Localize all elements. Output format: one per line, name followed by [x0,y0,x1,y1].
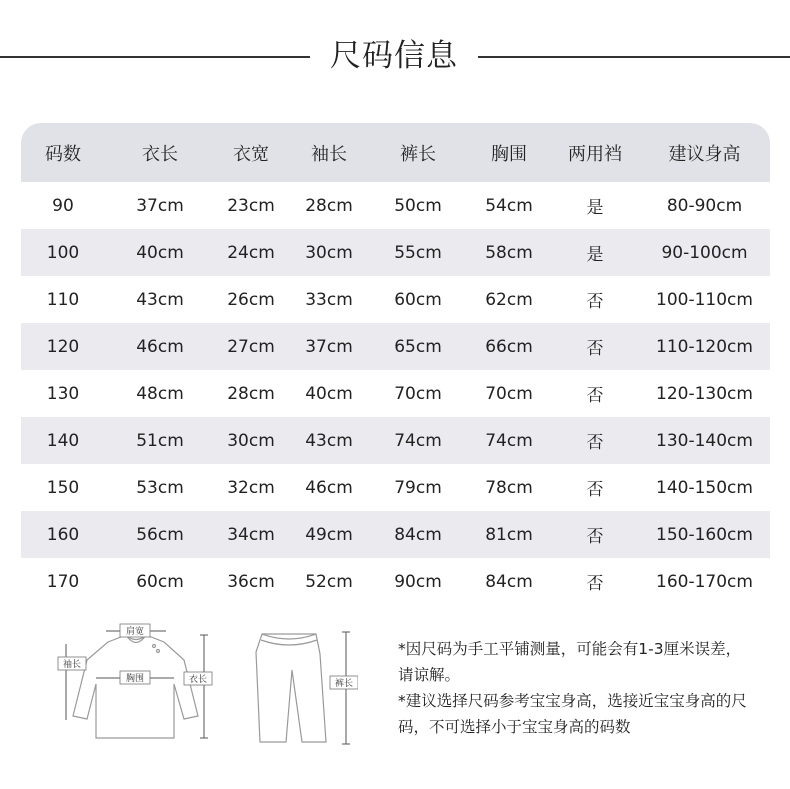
table-cell: 43cm [136,289,184,310]
table-cell: 90 [52,195,74,216]
size-notes [398,636,748,740]
table-cell: 90cm [394,571,442,592]
table-cell: 58cm [485,242,533,263]
table-cell: 74cm [394,430,442,451]
table-cell: 120-130cm [656,383,753,404]
shirt-outline [73,635,198,738]
table-cell: 23cm [227,195,275,216]
table-cell: 32cm [227,477,275,498]
table-cell: 28cm [305,195,353,216]
table-cell: 140 [46,430,80,451]
table-cell: 56cm [136,524,184,545]
table-cell: 150 [46,477,80,498]
table-cell: 51cm [136,430,184,451]
table-cell: 34cm [227,524,275,545]
table-cell: 36cm [227,571,275,592]
table-cell: 43cm [305,430,353,451]
table-cell: 160 [46,524,80,545]
table-cell: 60cm [394,289,442,310]
note-recommendation: *建议选择尺码参考宝宝身高，选接近宝宝身高的尺码，不可选择小于宝宝身高的码数 [398,692,747,736]
sleeve-label: 袖长 [62,660,82,670]
table-cell: 84cm [485,571,533,592]
table-cell: 62cm [485,289,533,310]
table-cell: 110 [46,289,80,310]
length-label: 衣长 [188,675,208,685]
table-cell: 70cm [394,383,442,404]
table-cell: 130-140cm [656,430,753,451]
table-cell: 40cm [305,383,353,404]
table-cell: 否 [586,574,604,594]
chest-label: 胸围 [125,674,145,684]
table-row [21,370,770,417]
header-cell: 建议身高 [668,143,741,165]
button-dot [157,650,160,653]
table-cell: 50cm [394,195,442,216]
table-cell: 55cm [394,242,442,263]
table-cell: 是 [586,198,604,218]
pants-diagram [246,624,358,750]
table-row [21,558,770,605]
table-row [21,229,770,276]
header-cell: 衣长 [142,143,178,165]
size-table [21,123,770,605]
table-cell: 40cm [136,242,184,263]
table-cell: 28cm [227,383,275,404]
table-row [21,276,770,323]
table-cell: 90-100cm [661,242,748,263]
table-cell: 52cm [305,571,353,592]
header-cell: 袖长 [311,143,347,165]
table-cell: 46cm [136,336,184,357]
table-cell: 110-120cm [656,336,753,357]
table-cell: 66cm [485,336,533,357]
table-cell: 100 [46,242,80,263]
table-cell: 24cm [227,242,275,263]
table-cell: 27cm [227,336,275,357]
table-cell: 70cm [485,383,533,404]
table-cell: 否 [586,292,604,312]
table-cell: 78cm [485,477,533,498]
table-cell: 130 [46,383,80,404]
table-cell: 170 [46,571,80,592]
table-row [21,511,770,558]
header-cell: 胸围 [491,143,527,165]
pants-outline [256,634,326,742]
table-cell: 53cm [136,477,184,498]
header-cell: 衣宽 [233,143,269,165]
table-cell: 37cm [136,195,184,216]
table-cell: 65cm [394,336,442,357]
shirt-diagram [56,620,216,746]
header-cell: 裤长 [400,143,436,165]
table-cell: 60cm [136,571,184,592]
table-cell: 48cm [136,383,184,404]
pants-waistband-inner [261,640,317,645]
table-cell: 81cm [485,524,533,545]
pants-length-label: 裤长 [334,679,354,689]
table-cell: 84cm [394,524,442,545]
table-cell: 160-170cm [656,571,753,592]
table-cell: 26cm [227,289,275,310]
table-cell: 140-150cm [656,477,753,498]
table-cell: 46cm [305,477,353,498]
shoulder-label: 肩宽 [125,627,145,637]
button-dot [153,645,156,648]
pants-waistband [262,634,316,639]
table-cell: 54cm [485,195,533,216]
table-cell: 150-160cm [656,524,753,545]
table-cell: 79cm [394,477,442,498]
table-row [21,464,770,511]
table-cell: 30cm [227,430,275,451]
table-cell: 120 [46,336,80,357]
table-cell: 是 [586,245,604,265]
table-cell: 否 [586,339,604,359]
table-cell: 80-90cm [666,195,743,216]
table-cell: 否 [586,480,604,500]
title-divider-left [0,56,310,58]
table-row [21,182,770,229]
table-row [21,323,770,370]
header-cell: 码数 [45,143,81,165]
table-cell: 否 [586,433,604,453]
table-cell: 100-110cm [656,289,753,310]
table-header-row [21,123,770,182]
table-cell: 74cm [485,430,533,451]
table-cell: 33cm [305,289,353,310]
table-cell: 30cm [305,242,353,263]
title-divider-right [478,56,790,58]
header-cell: 两用裆 [568,143,622,165]
table-row [21,417,770,464]
table-cell: 否 [586,386,604,406]
title-bar [0,30,790,82]
page-title: 尺码信息 [330,38,458,74]
table-cell: 37cm [305,336,353,357]
note-measurement: *因尺码为手工平铺测量，可能会有1-3厘米误差，请谅解。 [398,640,742,684]
table-cell: 否 [586,527,604,547]
table-cell: 49cm [305,524,353,545]
